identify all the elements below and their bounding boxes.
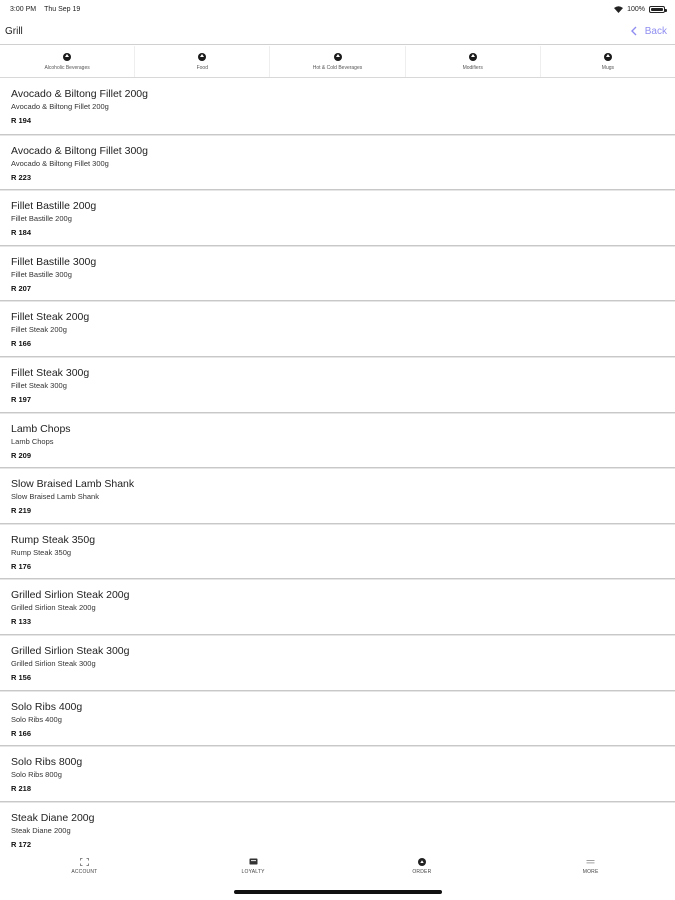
product-description: Fillet Steak 300g bbox=[11, 380, 67, 390]
product-price: R 218 bbox=[11, 784, 32, 794]
tab-more[interactable] bbox=[506, 852, 675, 880]
product-row[interactable] bbox=[0, 468, 675, 524]
status-time: 3:00 PM bbox=[10, 5, 37, 13]
category-icon bbox=[469, 53, 477, 61]
category-bar bbox=[0, 46, 675, 78]
product-description: Fillet Bastille 200g bbox=[11, 214, 72, 224]
product-description: Avocado & Biltong Fillet 300g bbox=[11, 158, 109, 168]
product-description: Slow Braised Lamb Shank bbox=[11, 492, 99, 502]
product-row[interactable] bbox=[0, 135, 675, 191]
product-price: R 166 bbox=[11, 728, 32, 738]
product-name: Solo Ribs 800g bbox=[11, 756, 83, 769]
product-name: Avocado & Biltong Fillet 300g bbox=[11, 144, 148, 157]
category-icon bbox=[198, 53, 206, 61]
category-tab-food[interactable] bbox=[135, 46, 270, 77]
more-icon bbox=[586, 858, 595, 866]
product-name: Fillet Steak 200g bbox=[11, 311, 90, 324]
product-row[interactable] bbox=[0, 246, 675, 302]
category-icon bbox=[604, 53, 612, 61]
tab-label: LOYALTY bbox=[241, 868, 265, 875]
product-description: Solo Ribs 400g bbox=[11, 714, 62, 724]
product-price: R 172 bbox=[11, 839, 32, 849]
product-row[interactable] bbox=[0, 301, 675, 357]
chevron-left-icon bbox=[631, 26, 637, 36]
product-row[interactable] bbox=[0, 190, 675, 246]
loyalty-card-icon bbox=[249, 858, 258, 866]
product-row[interactable] bbox=[0, 79, 675, 135]
category-tab-hot-cold-beverages[interactable] bbox=[270, 46, 405, 77]
product-price: R 133 bbox=[11, 617, 32, 627]
tab-loyalty[interactable] bbox=[169, 852, 338, 880]
product-name: Steak Diane 200g bbox=[11, 811, 95, 824]
product-name: Solo Ribs 400g bbox=[11, 700, 83, 713]
category-icon bbox=[63, 53, 71, 61]
tab-label: ORDER bbox=[412, 868, 432, 875]
status-bar bbox=[0, 0, 675, 18]
page-title: Grill bbox=[5, 25, 23, 37]
battery-percent: 100% bbox=[627, 5, 645, 13]
product-price: R 176 bbox=[11, 561, 32, 571]
product-price: R 184 bbox=[11, 228, 32, 238]
product-price: R 166 bbox=[11, 339, 32, 349]
product-price: R 194 bbox=[11, 116, 32, 125]
product-price: R 209 bbox=[11, 450, 32, 460]
category-label: Mugs bbox=[601, 64, 615, 71]
category-icon bbox=[334, 53, 342, 61]
product-row[interactable] bbox=[0, 802, 675, 852]
product-description: Steak Diane 200g bbox=[11, 825, 71, 835]
status-date: Thu Sep 19 bbox=[44, 5, 81, 13]
wifi-icon bbox=[614, 6, 623, 13]
product-description: Rump Steak 350g bbox=[11, 547, 72, 557]
product-name: Slow Braised Lamb Shank bbox=[11, 478, 135, 491]
product-name: Fillet Bastille 300g bbox=[11, 255, 97, 268]
product-description: Fillet Steak 200g bbox=[11, 325, 67, 335]
product-name: Grilled Sirlion Steak 300g bbox=[11, 644, 130, 657]
order-icon bbox=[417, 858, 426, 866]
tab-order[interactable] bbox=[338, 852, 507, 880]
product-price: R 219 bbox=[11, 506, 32, 516]
back-button[interactable] bbox=[631, 26, 670, 37]
product-row[interactable] bbox=[0, 635, 675, 691]
product-row[interactable] bbox=[0, 413, 675, 469]
product-description: Lamb Chops bbox=[11, 436, 54, 446]
navigation-bar bbox=[0, 18, 675, 45]
home-indicator[interactable] bbox=[234, 890, 442, 894]
product-description: Avocado & Biltong Fillet 200g bbox=[11, 102, 109, 111]
product-description: Grilled Sirlion Steak 300g bbox=[11, 658, 96, 668]
category-label: Hot & Cold Beverages bbox=[312, 64, 363, 71]
product-name: Avocado & Biltong Fillet 200g bbox=[11, 88, 148, 100]
product-row[interactable] bbox=[0, 746, 675, 802]
product-description: Grilled Sirlion Steak 200g bbox=[11, 603, 96, 613]
product-price: R 197 bbox=[11, 394, 32, 404]
battery-icon bbox=[649, 6, 665, 13]
category-label: Food bbox=[196, 64, 208, 71]
back-button-label: Back bbox=[644, 25, 667, 37]
tab-label: MORE bbox=[582, 868, 599, 875]
battery-level bbox=[651, 8, 663, 11]
product-name: Grilled Sirlion Steak 200g bbox=[11, 589, 130, 602]
product-price: R 207 bbox=[11, 283, 32, 293]
product-price: R 156 bbox=[11, 672, 32, 682]
category-tab-alcoholic-beverages[interactable] bbox=[0, 46, 135, 77]
category-tab-modifiers[interactable] bbox=[406, 46, 541, 77]
product-row[interactable] bbox=[0, 357, 675, 413]
product-row[interactable] bbox=[0, 579, 675, 635]
product-row[interactable] bbox=[0, 524, 675, 580]
tab-label: ACCOUNT bbox=[71, 868, 98, 875]
category-label: Modifiers bbox=[462, 64, 483, 71]
product-row[interactable] bbox=[0, 691, 675, 747]
product-description: Solo Ribs 800g bbox=[11, 770, 62, 780]
product-name: Fillet Bastille 200g bbox=[11, 200, 97, 213]
category-label: Alcoholic Beverages bbox=[44, 64, 90, 71]
category-tab-mugs[interactable] bbox=[541, 46, 675, 77]
tab-account[interactable] bbox=[0, 852, 169, 880]
tab-bar bbox=[0, 852, 675, 880]
product-name: Fillet Steak 300g bbox=[11, 366, 90, 379]
product-price: R 223 bbox=[11, 172, 32, 182]
product-name: Rump Steak 350g bbox=[11, 533, 96, 546]
product-name: Lamb Chops bbox=[11, 422, 71, 435]
product-description: Fillet Bastille 300g bbox=[11, 269, 72, 279]
account-icon bbox=[80, 858, 89, 866]
product-list[interactable] bbox=[0, 79, 675, 852]
